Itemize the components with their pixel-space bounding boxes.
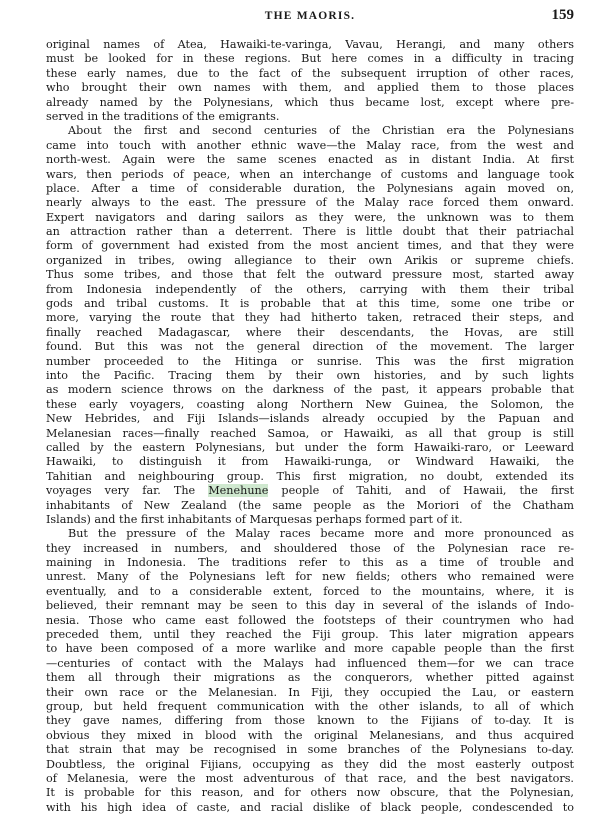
text-line: these early voyagers, coasting along Northern New Guinea, the Solomon, the (46, 397, 574, 411)
text-line: with his high idea of caste, and racial dislike of black people, condescended to (46, 800, 574, 814)
text-line: already named by the Polynesians, which thus became lost, except where pre- (46, 95, 574, 109)
text-line: finally reached Madagascar, where their descendants, the Hovas, are still (46, 325, 574, 339)
text-line: nearly always to the east. The pressure of the Malay race forced them onward. (46, 196, 574, 210)
text-line: north-west. Again were the same scenes enacted as in distant India. At first (46, 153, 574, 167)
line-segment: voyages very far. The (46, 484, 209, 498)
text-line: an attraction rather than a deterrent. There is little doubt that their patriachal (46, 225, 574, 239)
text-line: wars, then periods of peace, when an interchange of customs and language took (46, 167, 574, 181)
text-line: believed, their remnant may be seen to this day in several of the islands of Indo- (46, 599, 574, 613)
text-line: came into touch with another ethnic wave—the Malay race, from the west and (46, 138, 574, 152)
text-line: Expert navigators and daring sailors as they were, the unknown was to them (46, 210, 574, 224)
text-line: to have been composed of a more warlike and more capable people than the first (46, 642, 574, 656)
text-line (46, 484, 574, 498)
text-line: But the pressure of the Malay races became more and more pronounced as (68, 527, 574, 541)
text-line: more, varying the route that they had hitherto taken, retraced their steps, and (46, 311, 574, 325)
text-line: them all through their migrations as the conquerors, whether pitted against (46, 671, 574, 685)
text-line: of Melanesia, were the most adventurous of that race, and the best navigators. (46, 771, 574, 785)
text-line: gods and tribal customs. It is probable that at this time, some one tribe or (46, 297, 574, 311)
text-line: preceded them, until they reached the Fiji group. This later migration appears (46, 628, 574, 642)
text-line: Doubtless, the original Fijians, occupying as they did the most easterly outpost (46, 757, 574, 771)
running-title: THE MAORIS. (264, 10, 356, 22)
running-header (46, 7, 574, 27)
text-line: organized in tribes, owing allegiance to their own Arikis or supreme chiefs. (46, 253, 574, 267)
text-line: unrest. Many of the Polynesians left for new fields; others who remained were (46, 570, 574, 584)
page-number: 159 (551, 7, 574, 23)
text-line: their own race or the Melanesian. In Fiji, they occupied the Lau, or eastern (46, 685, 574, 699)
text-line: nesia. Those who came east followed the footsteps of their countrymen who had (46, 613, 574, 627)
text-line: form of government had existed from the most ancient times, and that they were (46, 239, 574, 253)
highlighted-word: Menehune (208, 484, 269, 498)
text-line: About the first and second centuries of the Christian era the Polynesians (68, 124, 574, 138)
text-line: Thus some tribes, and those that felt the outward pressure most, started away (46, 268, 574, 282)
text-line: as modern science throws on the darkness of the past, it appears probable that (46, 383, 574, 397)
text-line: from Indonesia independently of the others, carrying with them their tribal (46, 282, 574, 296)
body-text (46, 38, 574, 815)
text-line: Melanesian races—finally reached Samoa, or Hawaiki, as all that group is still (46, 426, 574, 440)
text-line: they gave names, differing from those known to the Fijians of to-day. It is (46, 714, 574, 728)
text-line: Islands) and the first inhabitants of Marquesas perhaps formed part of it. (46, 512, 463, 526)
text-line: served in the traditions of the emigrants. (46, 109, 280, 123)
text-line: that strain that may be recognised in some branches of the Polynesians to-day. (46, 743, 574, 757)
text-line: group, but held frequent communication with the other islands, to all of which (46, 699, 574, 713)
text-line: original names of Atea, Hawaiki-te-varinga, Vavau, Herangi, and many others (46, 38, 574, 51)
text-line: Hawaiki, to distinguish it from Hawaiki-runga, or Windward Hawaiki, the (46, 455, 574, 469)
text-line: they increased in numbers, and shouldered those of the Polynesian race re- (46, 541, 574, 555)
text-line: found. But this was not the general direction of the movement. The larger (46, 340, 574, 354)
text-line: maining in Indonesia. The traditions refer to this as a time of trouble and (46, 556, 574, 570)
text-line: number proceeded to the Hitinga or sunrise. This was the first migration (46, 354, 574, 368)
text-line: must be looked for in these regions. But here comes in a difficulty in tracing (46, 52, 574, 66)
text-line: obvious they mixed in blood with the original Melanesians, and thus acquired (46, 728, 574, 742)
text-line: eventually, and to a considerable extent, forced to the mountains, where, it is (46, 584, 574, 598)
line-segment: people of Tahiti, and of Hawaii, the first (268, 484, 574, 498)
text-line: into the Pacific. Tracing them by their own histories, and by such lights (46, 368, 574, 382)
text-line: called by the eastern Polynesians, but under the form Hawaiki-raro, or Leeward (46, 440, 574, 454)
text-line: New Hebrides, and Fiji Islands—islands already occupied by the Papuan and (46, 412, 574, 426)
text-line: —centuries of contact with the Malays had influenced them—for we can trace (46, 656, 574, 670)
text-line: these early names, due to the fact of the subsequent irruption of other races, (46, 66, 574, 80)
text-line: who brought their own names with them, and applied them to those places (46, 81, 574, 95)
text-line: Tahitian and neighbouring group. This first migration, no doubt, extended its (46, 469, 574, 483)
text-line: inhabitants of New Zealand (the same people as the Moriori of the Chatham (46, 498, 574, 512)
text-line: place. After a time of considerable duration, the Polynesians again moved on, (46, 181, 574, 195)
text-line: It is probable for this reason, and for others now obscure, that the Polynesian, (46, 786, 574, 800)
